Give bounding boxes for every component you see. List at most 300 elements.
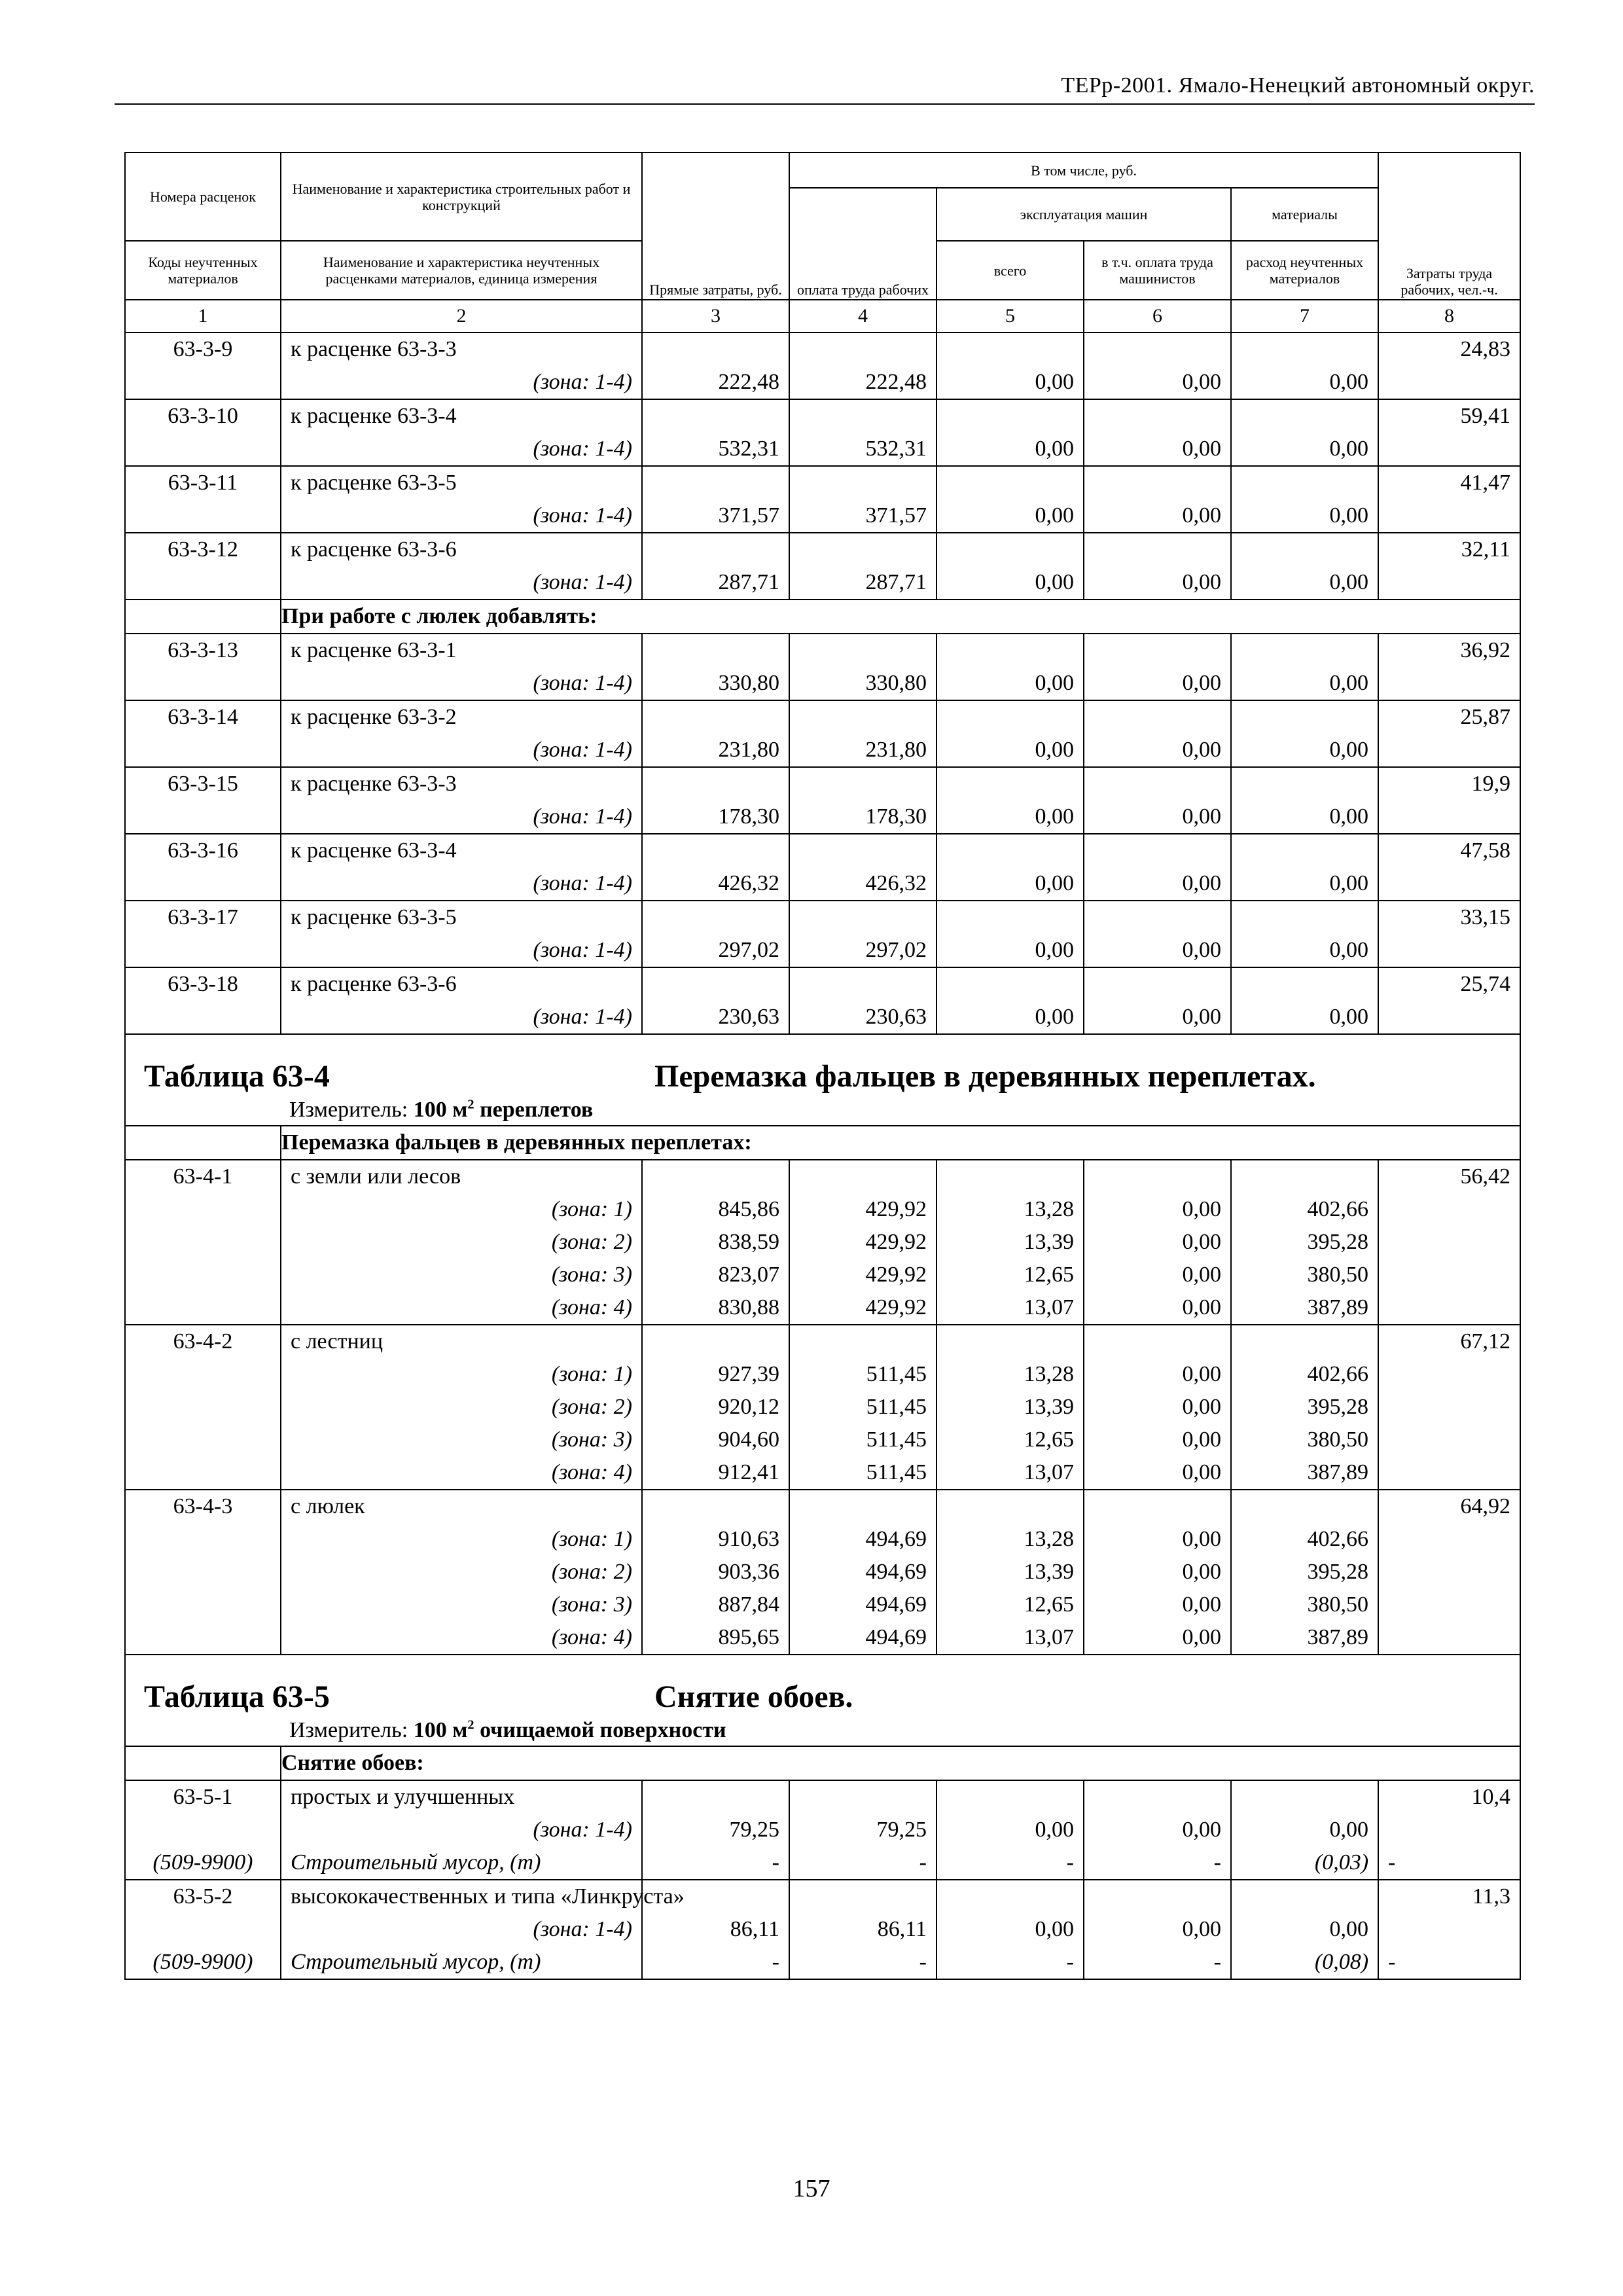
direct-cost: 910,63 <box>642 1523 789 1556</box>
rate-code: 63-5-1 <box>125 1780 281 1814</box>
rates-table <box>124 152 1521 1980</box>
empty-cell <box>1378 1814 1520 1846</box>
rate-code: 63-4-3 <box>125 1490 281 1523</box>
empty-cell <box>789 634 936 667</box>
section-row <box>125 1746 1520 1780</box>
rate-row <box>125 700 1520 734</box>
material-name: Строительный мусор, (т) <box>281 1946 642 1979</box>
materials-cost: 380,50 <box>1231 1259 1378 1291</box>
operators-pay: 0,00 <box>1084 1001 1231 1034</box>
labor-pay: 532,31 <box>789 433 936 466</box>
materials-cost: 395,28 <box>1231 1226 1378 1259</box>
machines-total: 0,00 <box>936 1001 1084 1034</box>
empty-cell <box>936 466 1084 499</box>
empty-cell <box>1378 734 1520 767</box>
meter-row <box>125 1095 1520 1126</box>
empty-cell <box>936 767 1084 800</box>
zone-row <box>125 1523 1520 1556</box>
empty-cell <box>936 1490 1084 1523</box>
meter-sup: 2 <box>467 1097 474 1112</box>
direct-cost: 845,86 <box>642 1193 789 1226</box>
empty-cell <box>125 867 281 901</box>
materials-cost: 402,66 <box>1231 1193 1378 1226</box>
empty-cell <box>1231 901 1378 934</box>
direct-cost: 86,11 <box>642 1913 789 1946</box>
page-number: 157 <box>793 2175 830 2202</box>
zone-row <box>125 366 1520 399</box>
empty-cell <box>1231 399 1378 433</box>
zone-label: (зона: 2) <box>281 1391 642 1424</box>
zone-label: (зона: 3) <box>281 1588 642 1621</box>
empty-cell <box>125 499 281 533</box>
empty-cell <box>936 634 1084 667</box>
col4-header: оплата труда рабочих <box>789 188 936 300</box>
operators-pay: 0,00 <box>1084 1621 1231 1655</box>
empty-cell <box>642 1325 789 1358</box>
meter-cell <box>125 1715 1520 1746</box>
materials-cost: 0,00 <box>1231 1814 1378 1846</box>
col5-header: всего <box>936 241 1084 300</box>
operators-pay: 0,00 <box>1084 867 1231 901</box>
rate-name: к расценке 63-3-2 <box>281 700 642 734</box>
labor-hours: 67,12 <box>1378 1325 1520 1358</box>
rate-row <box>125 1160 1520 1193</box>
labor-pay: 429,92 <box>789 1193 936 1226</box>
labor-pay: 86,11 <box>789 1913 936 1946</box>
operators-pay: 0,00 <box>1084 1226 1231 1259</box>
direct-cost: 927,39 <box>642 1358 789 1391</box>
direct-cost: 178,30 <box>642 800 789 834</box>
empty-cell <box>1231 1780 1378 1814</box>
empty-cell <box>789 967 936 1001</box>
empty-cell <box>125 1456 281 1490</box>
direct-cost: 287,71 <box>642 566 789 600</box>
empty-cell <box>642 1780 789 1814</box>
operators-pay: 0,00 <box>1084 1814 1231 1846</box>
direct-cost: 532,31 <box>642 433 789 466</box>
zone-row <box>125 867 1520 901</box>
operators-pay: 0,00 <box>1084 1259 1231 1291</box>
col3-header: Прямые затраты, руб. <box>642 152 789 300</box>
zone-row <box>125 1291 1520 1325</box>
operators-pay: 0,00 <box>1084 1523 1231 1556</box>
empty-cell <box>789 1490 936 1523</box>
empty-cell <box>125 1193 281 1226</box>
empty-cell <box>642 834 789 867</box>
direct-cost: 330,80 <box>642 667 789 700</box>
materials-cost: 402,66 <box>1231 1358 1378 1391</box>
zone-label: (зона: 2) <box>281 1556 642 1588</box>
operators-pay: 0,00 <box>1084 1588 1231 1621</box>
rate-name: к расценке 63-3-6 <box>281 967 642 1001</box>
empty-cell <box>789 834 936 867</box>
labor-pay: 494,69 <box>789 1621 936 1655</box>
direct-cost: 371,57 <box>642 499 789 533</box>
empty-cell <box>125 667 281 700</box>
direct-cost: 920,12 <box>642 1391 789 1424</box>
table-header <box>125 152 1520 332</box>
labor-pay: 494,69 <box>789 1523 936 1556</box>
rate-code: 63-3-16 <box>125 834 281 867</box>
labor-hours: 24,83 <box>1378 332 1520 366</box>
operators-pay: 0,00 <box>1084 433 1231 466</box>
empty-cell <box>642 533 789 566</box>
direct-cost: 230,63 <box>642 1001 789 1034</box>
labor-pay: 511,45 <box>789 1358 936 1391</box>
rate-row <box>125 1490 1520 1523</box>
labor-pay: 429,92 <box>789 1226 936 1259</box>
labor-pay: 79,25 <box>789 1814 936 1846</box>
meter-sup: 2 <box>467 1717 474 1732</box>
empty-cell <box>936 332 1084 366</box>
machines-total: 0,00 <box>936 566 1084 600</box>
zone-label: (зона: 1-4) <box>281 734 642 767</box>
empty-cell <box>1084 399 1231 433</box>
rate-code: 63-5-2 <box>125 1880 281 1913</box>
labor-pay: 222,48 <box>789 366 936 399</box>
rate-row <box>125 767 1520 800</box>
column-number: 3 <box>642 300 789 332</box>
material-code: (509-9900) <box>125 1946 281 1979</box>
empty-cell <box>1084 1880 1231 1913</box>
machines-total: 0,00 <box>936 800 1084 834</box>
zone-label: (зона: 1-4) <box>281 499 642 533</box>
empty-cell <box>1378 800 1520 834</box>
zone-row <box>125 1259 1520 1291</box>
table-title-cell <box>125 1034 1520 1095</box>
empty-cell <box>1231 767 1378 800</box>
column-number: 4 <box>789 300 936 332</box>
labor-hours: 11,3 <box>1378 1880 1520 1913</box>
empty-cell <box>125 1358 281 1391</box>
empty-cell <box>936 533 1084 566</box>
empty-cell <box>1378 1291 1520 1325</box>
rate-code: 63-3-18 <box>125 967 281 1001</box>
rate-code: 63-4-1 <box>125 1160 281 1193</box>
rate-row <box>125 466 1520 499</box>
empty-cell <box>1231 332 1378 366</box>
rate-name: с земли или лесов <box>281 1160 642 1193</box>
empty-cell <box>125 1259 281 1291</box>
empty-cell <box>1378 499 1520 533</box>
machines-total: 13,07 <box>936 1456 1084 1490</box>
zone-row <box>125 1621 1520 1655</box>
rate-name: высококачественных и типа «Линкруста» <box>281 1880 642 1913</box>
empty-cell <box>1084 901 1231 934</box>
empty-cell <box>1378 1523 1520 1556</box>
empty-cell <box>1084 834 1231 867</box>
empty-cell <box>125 566 281 600</box>
materials-cost: 395,28 <box>1231 1391 1378 1424</box>
empty-cell <box>1084 767 1231 800</box>
empty-cell <box>1378 433 1520 466</box>
materials-cost: 0,00 <box>1231 1001 1378 1034</box>
column-number: 1 <box>125 300 281 332</box>
empty-cell <box>1231 700 1378 734</box>
section-heading: При работе с люлек добавлять: <box>281 600 1520 634</box>
empty-cell <box>1084 533 1231 566</box>
machines-total: 13,07 <box>936 1291 1084 1325</box>
operators-pay: 0,00 <box>1084 1358 1231 1391</box>
rate-name: к расценке 63-3-5 <box>281 466 642 499</box>
direct-cost: 297,02 <box>642 934 789 967</box>
empty-cell <box>642 700 789 734</box>
operators-pay: 0,00 <box>1084 1913 1231 1946</box>
machines-total: 12,65 <box>936 1588 1084 1621</box>
column-numbers-row <box>125 300 1520 332</box>
empty-cell <box>1084 967 1231 1001</box>
labor-pay: 231,80 <box>789 734 936 767</box>
operators-pay: 0,00 <box>1084 734 1231 767</box>
empty-cell <box>642 1490 789 1523</box>
zone-label: (зона: 1-4) <box>281 867 642 901</box>
material-row <box>125 1946 1520 1979</box>
material-name: Строительный мусор, (т) <box>281 1846 642 1880</box>
materials-cost: 380,50 <box>1231 1424 1378 1456</box>
rate-name: к расценке 63-3-6 <box>281 533 642 566</box>
empty-cell <box>789 700 936 734</box>
empty-cell <box>125 433 281 466</box>
zone-row <box>125 1556 1520 1588</box>
empty-cell <box>125 800 281 834</box>
empty-cell <box>642 901 789 934</box>
empty-cell <box>1378 1621 1520 1655</box>
machines-total: 13,07 <box>936 1621 1084 1655</box>
labor-pay: 511,45 <box>789 1456 936 1490</box>
materials-cost: 395,28 <box>1231 1556 1378 1588</box>
empty-cell <box>789 1325 936 1358</box>
zone-row <box>125 1391 1520 1424</box>
rate-row <box>125 533 1520 566</box>
direct-cost: 903,36 <box>642 1556 789 1588</box>
rate-code: 63-3-10 <box>125 399 281 433</box>
empty-cell <box>125 1126 281 1160</box>
zone-row <box>125 433 1520 466</box>
operators-pay: - <box>1084 1846 1231 1880</box>
rate-row <box>125 901 1520 934</box>
zone-row <box>125 499 1520 533</box>
materials-header: материалы <box>1231 188 1378 241</box>
direct-cost: - <box>642 1946 789 1979</box>
zone-label: (зона: 4) <box>281 1456 642 1490</box>
labor-pay: 429,92 <box>789 1291 936 1325</box>
empty-cell <box>1378 566 1520 600</box>
direct-cost: 830,88 <box>642 1291 789 1325</box>
zone-row <box>125 734 1520 767</box>
table-title-row <box>125 1655 1520 1715</box>
document-running-header: ТЕРр-2001. Ямало-Ненецкий автономный округ. <box>1061 73 1535 98</box>
rate-code: 63-3-14 <box>125 700 281 734</box>
zone-label: (зона: 1-4) <box>281 566 642 600</box>
machines-total: 0,00 <box>936 499 1084 533</box>
header-rule <box>115 103 1535 105</box>
empty-cell <box>125 1424 281 1456</box>
empty-cell <box>1084 1325 1231 1358</box>
materials-cost: 0,00 <box>1231 433 1378 466</box>
machines-total: 13,39 <box>936 1226 1084 1259</box>
operators-pay: 0,00 <box>1084 1291 1231 1325</box>
machines-total: 13,28 <box>936 1193 1084 1226</box>
zone-label: (зона: 4) <box>281 1291 642 1325</box>
zone-row <box>125 1588 1520 1621</box>
machines-total: 0,00 <box>936 867 1084 901</box>
empty-cell <box>125 1913 281 1946</box>
zone-row <box>125 566 1520 600</box>
machines-total: 0,00 <box>936 366 1084 399</box>
machines-total: 13,28 <box>936 1523 1084 1556</box>
materials-consumption: (0,03) <box>1231 1846 1378 1880</box>
labor-hours: 47,58 <box>1378 834 1520 867</box>
zone-row <box>125 1358 1520 1391</box>
operators-pay: 0,00 <box>1084 566 1231 600</box>
labor-hours: - <box>1378 1946 1520 1979</box>
direct-cost: 887,84 <box>642 1588 789 1621</box>
empty-cell <box>125 1621 281 1655</box>
empty-cell <box>1231 1490 1378 1523</box>
empty-cell <box>1084 700 1231 734</box>
section-row <box>125 600 1520 634</box>
empty-cell <box>1231 634 1378 667</box>
empty-cell <box>1378 1226 1520 1259</box>
column-number: 8 <box>1378 300 1520 332</box>
section-heading: Перемазка фальцев в деревянных переплетах: <box>281 1126 1520 1160</box>
rate-row <box>125 1780 1520 1814</box>
labor-pay: 330,80 <box>789 667 936 700</box>
materials-cost: 0,00 <box>1231 366 1378 399</box>
labor-pay: 494,69 <box>789 1556 936 1588</box>
materials-cost: 0,00 <box>1231 667 1378 700</box>
empty-cell <box>125 1556 281 1588</box>
col2-header-bottom: Наименование и характеристика неучтенных расценками материалов, единица измерения <box>281 241 642 300</box>
rate-code: 63-3-13 <box>125 634 281 667</box>
empty-cell <box>936 1880 1084 1913</box>
machines-total: 12,65 <box>936 1259 1084 1291</box>
meter-cell <box>125 1095 1520 1126</box>
labor-hours: 59,41 <box>1378 399 1520 433</box>
machines-total: 0,00 <box>936 1913 1084 1946</box>
operators-pay: 0,00 <box>1084 1456 1231 1490</box>
zone-label: (зона: 1-4) <box>281 1001 642 1034</box>
zone-row <box>125 667 1520 700</box>
table-title-row <box>125 1034 1520 1095</box>
empty-cell <box>1378 1556 1520 1588</box>
materials-cost: 0,00 <box>1231 499 1378 533</box>
machines-total: 12,65 <box>936 1424 1084 1456</box>
zone-label: (зона: 1) <box>281 1358 642 1391</box>
rate-row <box>125 1880 1520 1913</box>
zone-label: (зона: 1-4) <box>281 1814 642 1846</box>
empty-cell <box>125 734 281 767</box>
zone-label: (зона: 1-4) <box>281 366 642 399</box>
materials-cost: 387,89 <box>1231 1456 1378 1490</box>
empty-cell <box>125 1291 281 1325</box>
machines-total: 0,00 <box>936 1814 1084 1846</box>
empty-cell <box>789 901 936 934</box>
rate-row <box>125 332 1520 366</box>
direct-cost: 231,80 <box>642 734 789 767</box>
direct-cost: 823,07 <box>642 1259 789 1291</box>
empty-cell <box>642 967 789 1001</box>
empty-cell <box>936 1780 1084 1814</box>
empty-cell <box>125 934 281 967</box>
operators-pay: 0,00 <box>1084 366 1231 399</box>
meter-suffix: переплетов <box>474 1098 594 1122</box>
materials-cost: 0,00 <box>1231 800 1378 834</box>
operators-pay: 0,00 <box>1084 800 1231 834</box>
empty-cell <box>125 1588 281 1621</box>
zone-row <box>125 1814 1520 1846</box>
empty-cell <box>1378 1588 1520 1621</box>
zone-row <box>125 1424 1520 1456</box>
col8-header: Затраты труда рабочих, чел.-ч. <box>1378 152 1520 300</box>
table-title-cell <box>125 1655 1520 1715</box>
labor-hours: 64,92 <box>1378 1490 1520 1523</box>
labor-pay: - <box>789 1946 936 1979</box>
empty-cell <box>1378 1193 1520 1226</box>
rate-code: 63-3-11 <box>125 466 281 499</box>
rate-code: 63-3-12 <box>125 533 281 566</box>
rate-row <box>125 399 1520 433</box>
labor-pay: 511,45 <box>789 1391 936 1424</box>
empty-cell <box>789 1880 936 1913</box>
machines-total: - <box>936 1946 1084 1979</box>
meter-suffix: очищаемой поверхности <box>474 1718 726 1742</box>
empty-cell <box>125 1391 281 1424</box>
materials-cost: 402,66 <box>1231 1523 1378 1556</box>
machines-total: 0,00 <box>936 433 1084 466</box>
labor-pay: 429,92 <box>789 1259 936 1291</box>
materials-cost: 0,00 <box>1231 867 1378 901</box>
empty-cell <box>1378 934 1520 967</box>
operators-pay: 0,00 <box>1084 667 1231 700</box>
zone-label: (зона: 1-4) <box>281 667 642 700</box>
labor-pay: 511,45 <box>789 1424 936 1456</box>
empty-cell <box>1084 1160 1231 1193</box>
zone-row <box>125 800 1520 834</box>
zone-label: (зона: 1) <box>281 1193 642 1226</box>
empty-cell <box>125 600 281 634</box>
empty-cell <box>936 834 1084 867</box>
column-number: 7 <box>1231 300 1378 332</box>
meter-value: 100 м <box>413 1718 468 1742</box>
empty-cell <box>1084 1780 1231 1814</box>
labor-hours: 36,92 <box>1378 634 1520 667</box>
empty-cell <box>642 466 789 499</box>
empty-cell <box>1378 1358 1520 1391</box>
empty-cell <box>936 967 1084 1001</box>
materials-consumption: (0,08) <box>1231 1946 1378 1979</box>
direct-cost: 426,32 <box>642 867 789 901</box>
rate-row <box>125 1325 1520 1358</box>
empty-cell <box>1231 466 1378 499</box>
section-row <box>125 1126 1520 1160</box>
labor-hours: - <box>1378 1846 1520 1880</box>
labor-hours: 32,11 <box>1378 533 1520 566</box>
machines-total: 13,28 <box>936 1358 1084 1391</box>
operators-pay: 0,00 <box>1084 1556 1231 1588</box>
empty-cell <box>936 399 1084 433</box>
labor-hours: 19,9 <box>1378 767 1520 800</box>
empty-cell <box>1084 332 1231 366</box>
labor-pay: 178,30 <box>789 800 936 834</box>
operators-pay: 0,00 <box>1084 934 1231 967</box>
empty-cell <box>642 767 789 800</box>
empty-cell <box>1084 634 1231 667</box>
empty-cell <box>789 332 936 366</box>
empty-cell <box>1231 1160 1378 1193</box>
zone-label: (зона: 1-4) <box>281 433 642 466</box>
empty-cell <box>789 466 936 499</box>
